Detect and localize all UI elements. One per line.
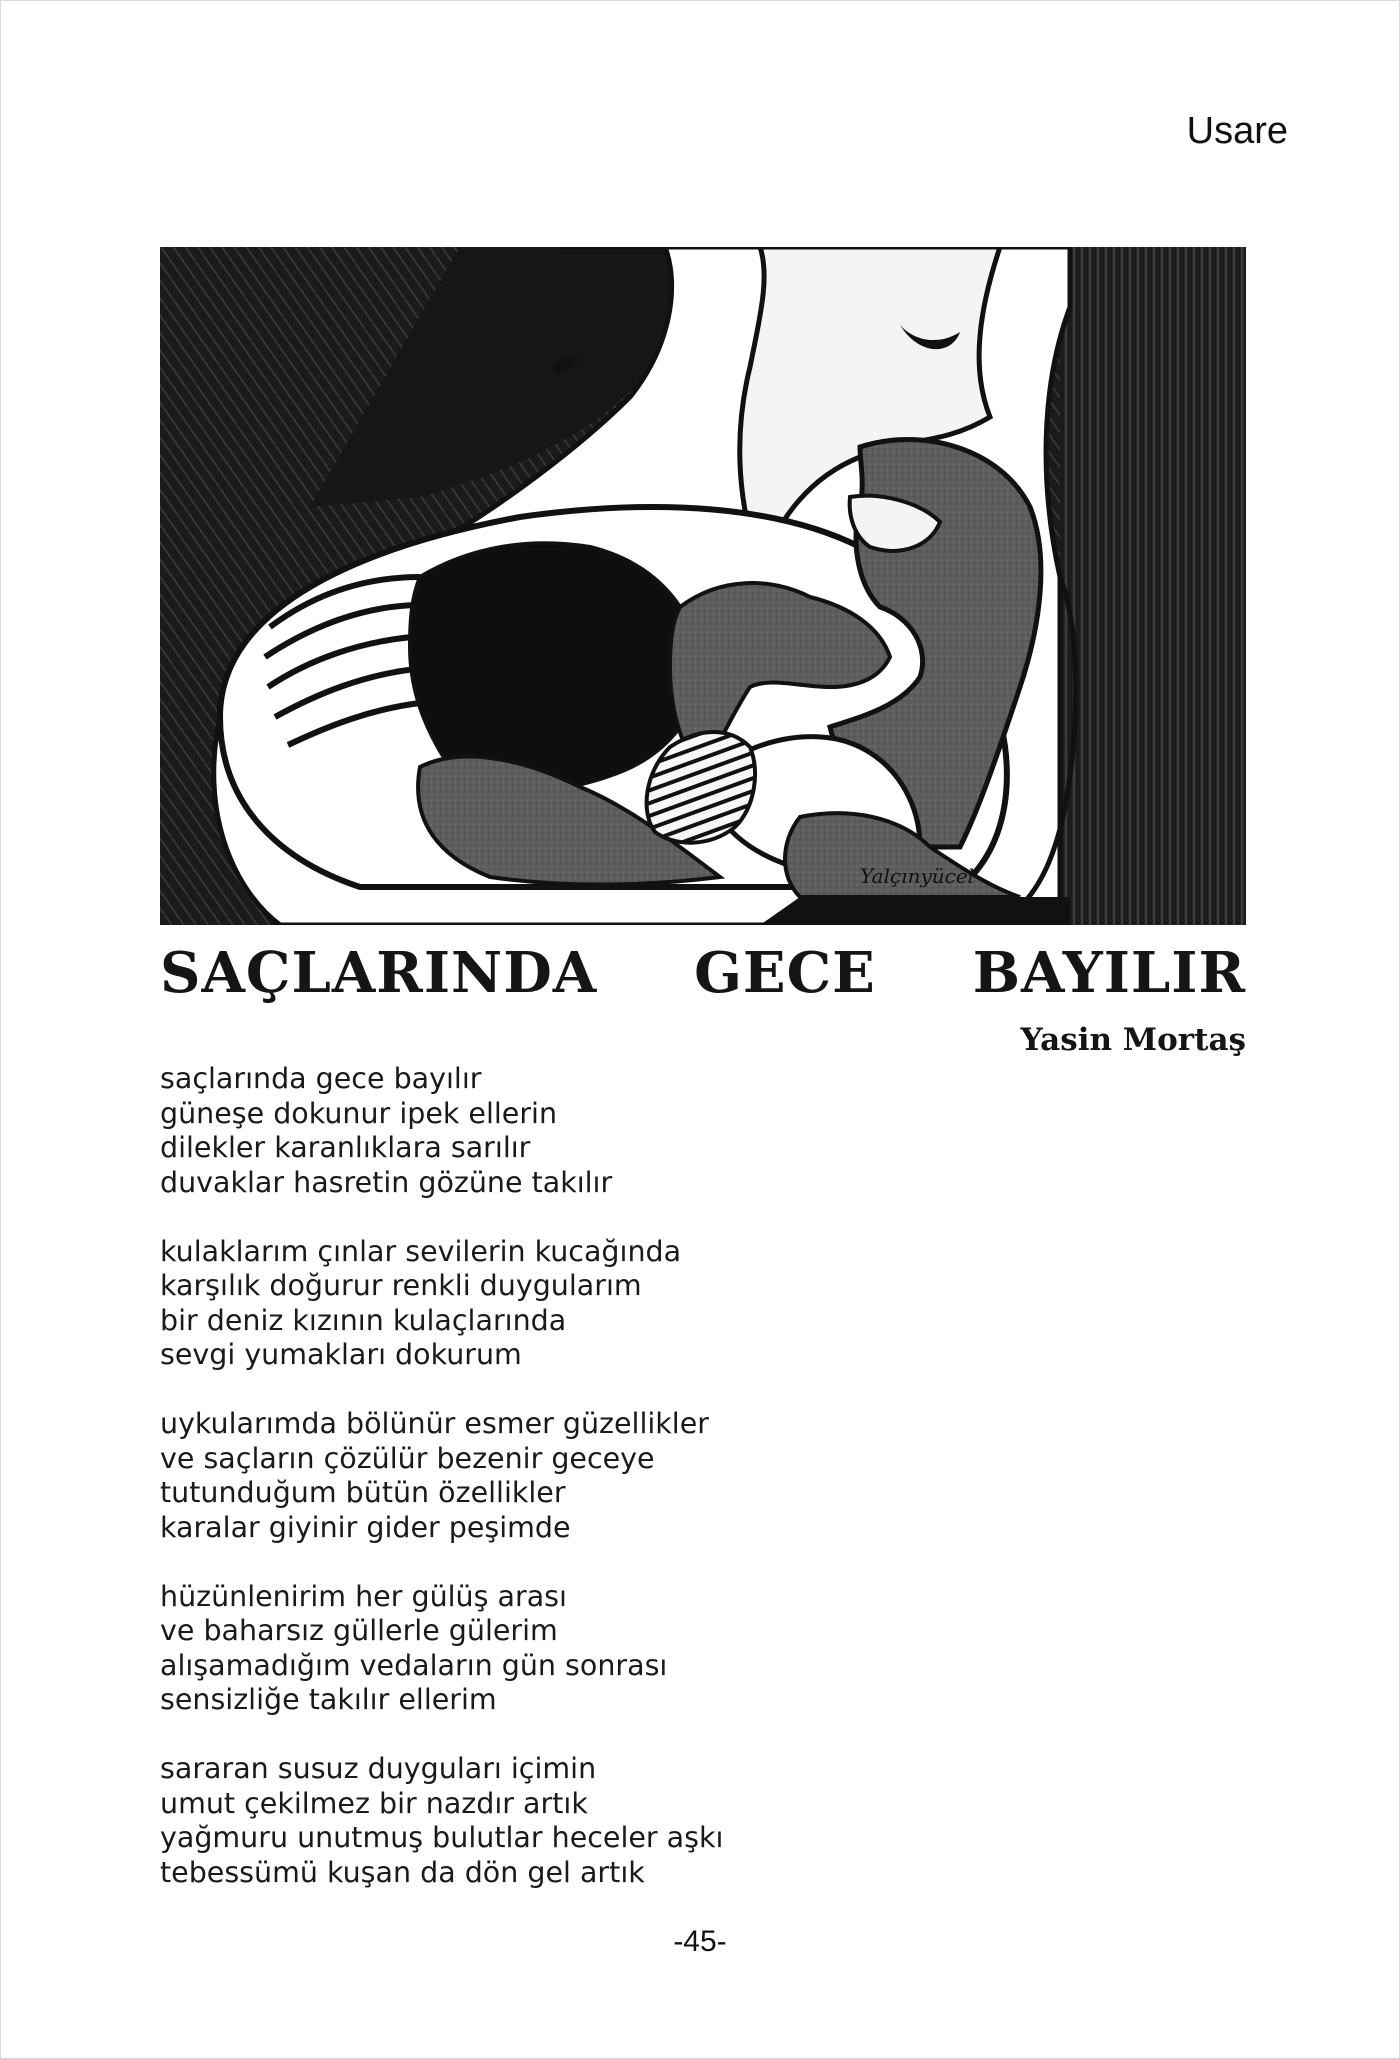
verse-line: kulaklarım çınlar sevilerin kucağında <box>160 1234 682 1268</box>
verse-line: hüzünlenirim her gülüş arası <box>160 1579 567 1613</box>
ink-drawing <box>160 247 1246 925</box>
stanza <box>160 1235 1060 1373</box>
stanza <box>160 1407 1060 1545</box>
artist-signature: Yalçınyücel <box>860 864 975 888</box>
verse-line: tebessümü kuşan da dön gel artık <box>160 1855 645 1889</box>
verse-line: karşılık doğurur renkli duygularım <box>160 1269 642 1302</box>
page-number: -45- <box>673 1925 727 1958</box>
poem-body <box>160 1062 1060 1925</box>
verse-line: umut çekilmez bir nazdır artık <box>160 1786 588 1820</box>
poem-author: Yasin Mortaş <box>1020 1022 1246 1058</box>
verse-line: sensizliğe takılır ellerim <box>160 1683 497 1716</box>
stanza <box>160 1752 1060 1890</box>
verse-line: alışamadığım vedaların gün sonrası <box>160 1648 668 1682</box>
verse-line: ve baharsız güllerle gülerim <box>160 1614 558 1647</box>
verse-line: dilekler karanlıklara sarılır <box>160 1131 531 1164</box>
stanza <box>160 1062 1060 1200</box>
verse-line: sararan susuz duyguları içimin <box>160 1752 597 1785</box>
verse-line: yağmuru unutmuş bulutlar heceler aşkı <box>160 1821 724 1854</box>
verse-line: sevgi yumakları dokurum <box>160 1338 522 1371</box>
verse-line: bir deniz kızının kulaçlarında <box>160 1303 567 1337</box>
verse-line: uykularımda bölünür esmer güzellikler <box>160 1407 709 1440</box>
verse-line: güneşe dokunur ipek ellerin <box>160 1096 558 1130</box>
verse-line: tutunduğum bütün özellikler <box>160 1476 566 1509</box>
verse-line: saçlarında gece bayılır <box>160 1062 482 1095</box>
verse-line: duvaklar hasretin gözüne takılır <box>160 1165 613 1199</box>
running-header: Usare <box>1186 110 1288 152</box>
stanza <box>160 1580 1060 1718</box>
verse-line: karalar giyinir gider peşimde <box>160 1510 571 1544</box>
verse-line: ve saçların çözülür bezenir geceye <box>160 1441 655 1475</box>
poem-title: SAÇLARINDA GECE BAYILIR <box>160 940 1246 1006</box>
illustration <box>160 247 1246 925</box>
